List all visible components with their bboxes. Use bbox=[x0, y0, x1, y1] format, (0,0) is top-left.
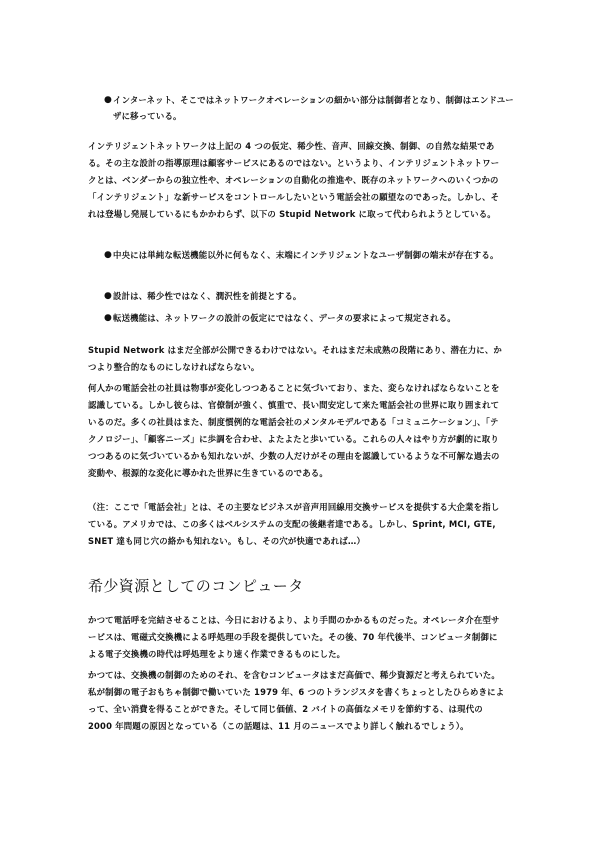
bullet-icon: ● bbox=[104, 313, 113, 323]
paragraph-stupid-network: Stupid Network はまだ全部が公開できるわけではない。それはまだ未成熟の段階にあり、潜在力に、かつより整合的なものにしなければならない。 bbox=[88, 345, 502, 372]
bullet-text: 中央には単純な転送機能以外に何もなく、末端にインテリジェントなユーザ制御の端末が存在する。 bbox=[113, 250, 499, 260]
bullet-icon: ● bbox=[104, 291, 113, 301]
bullet-icon: ● bbox=[104, 95, 113, 105]
paragraph-telco-staff: 何人かの電話会社の社員は物事が変化しつつあることに気づいており、また、変らなければならないことを認識している。しかし彼らは、官僚制が強く、慎重で、長い間安定して来た電話会社の世界に取り囲まれているのだ。多くの社員はまた、制度慣例的な電話会社のメンタルモデルである「コミュニケーション」、「テクノロジー」、「顧客ニーズ」に歩調を合わせ、よたよたと歩いている。これらの人々はやり方が劇的に取りつつあるのに気づいているかも知れないが、少数の人だけがその理由を認識しているような不可解な過去の変動や、根源的な変化に導かれた世界に生きているのである。 bbox=[88, 383, 500, 478]
paragraph-note: （注：ここで「電話会社」とは、その主要なビジネスが音声用回線用交換サービスを提供する大企業を指している。アメリカでは、この多くはベルシステムの支配の後継者達である。しかし、Sprint, MCI, GTE, SNET 達も同じ穴の絡かも知れない。もし、その穴が快適であれば…） bbox=[88, 502, 500, 546]
bullet-item-center bbox=[101, 248, 518, 264]
bullet-text: 転送機能は、ネットワークの設計の仮定にではなく、データの要求によって規定される。 bbox=[113, 313, 456, 323]
paragraph-scarce-computers: かつては、交換機の制御のためのそれ、を含むコンピュータはまだ高価で、稀少資源だと考えられていた。私が制御の電子おもちゃ制御で働いていた 1979 年、6 つのトランジスタを書くちょっとしたひらめきによって、全い消費を得ることができた。そして同じ価値、2 バイトの高価なメモリを節約する、は現代の 2000 年問題の原因となっている（この話題は、11 月のニュースでより詳しく触れるでしょう）。 bbox=[88, 670, 505, 731]
paragraph-call-completion: かつて電話呼を完結させることは、今日におけるより、より手間のかかるものだった。オペレータ介在型サービスは、電磁式交換機による呼処理の手段を提供していた。その後、70 年代後半、コンピュータ制御による電子交換機の時代は呼処理をより速く作業できるものにした。 bbox=[88, 615, 500, 659]
bullet-text: 設計は、稀少性ではなく、潤沢性を前提とする。 bbox=[113, 291, 302, 301]
bullet-item-transport bbox=[101, 311, 518, 327]
bullet-item-design bbox=[101, 289, 518, 305]
bullet-text: インターネット、そこではネットワークオペレーションの細かい部分は制御者となり、制御はエンドユーザに移っている。 bbox=[113, 95, 514, 121]
section-heading: 希少資源としてのコンピュータ bbox=[88, 577, 304, 595]
paragraph-intelligent-network: インテリジェントネットワークは上記の 4 つの仮定、稀少性、音声、回線交換、制御、の自然な結果である。その主な設計の指導原理は顧客サービスにあるのではない。というより、インテリジェントネットワークとは、ベンダーからの独立性や、オペレーションの自動化の推進や、既存のネットワークへのいくつかの「インテリジェント」な新サービスをコントロールしたいという電話会社の願望なのであった。しかし、それは登場し発展しているにもかかわらず、以下の Stupid Network に取って代わられようとしている。 bbox=[88, 141, 500, 219]
bullet-icon: ● bbox=[104, 250, 113, 260]
bullet-item-internet bbox=[101, 93, 518, 124]
